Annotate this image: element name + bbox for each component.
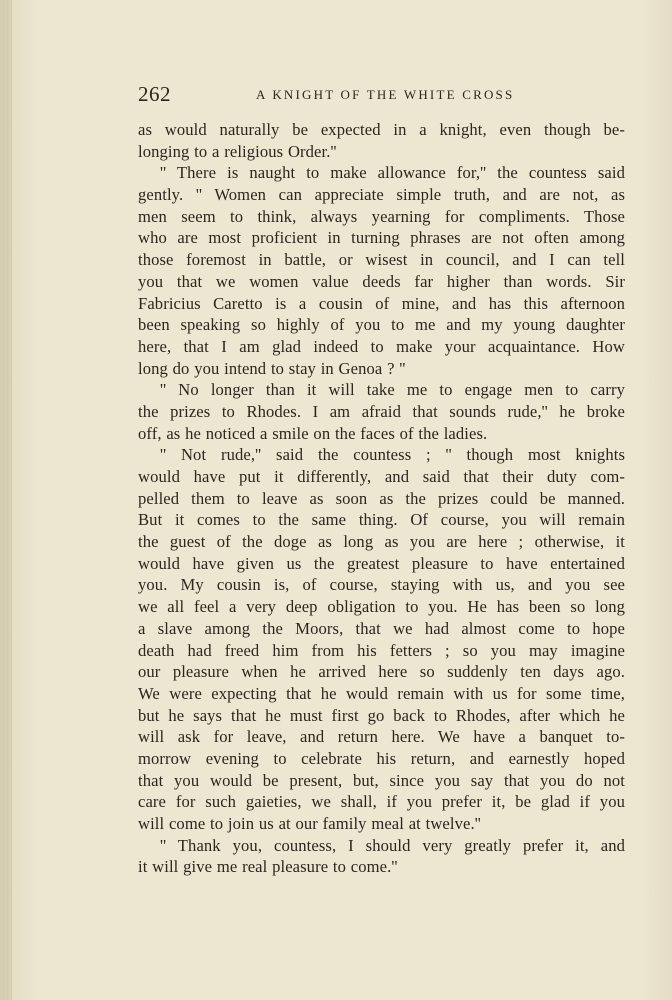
- text-line: death had freed him from his fetters ; so you may imagine: [138, 640, 625, 660]
- text-line: men seem to think, always yearning for compliments. Those: [138, 206, 625, 226]
- text-line: will ask for leave, and return here. We have a banquet to-: [138, 727, 625, 747]
- text-line: a slave among the Moors, that we had almost come to hope: [138, 618, 625, 638]
- text-line: our pleasure when he arrived here so suddenly ten days ago.: [138, 662, 625, 682]
- text-line: it will give me real pleasure to come.'': [138, 857, 398, 877]
- text-line: '' Thank you, countess, I should very greatly prefer it, and: [160, 835, 625, 855]
- text-line: We were expecting that he would remain with us for some time,: [138, 683, 625, 703]
- text-line: here, that I am glad indeed to make your acquaintance. How: [138, 336, 625, 356]
- text-line: as would naturally be expected in a knight, even though be-: [138, 120, 625, 139]
- text-line: longing to a religious Order.'': [138, 141, 337, 161]
- text-line: Fabricius Caretto is a cousin of mine, and has this afternoon: [138, 293, 625, 313]
- text-line: '' There is naught to make allowance for,'' the countess said: [160, 163, 625, 183]
- text-line: you that we women value deeds far higher than words. Sir: [138, 271, 625, 291]
- text-line: would have given us the greatest pleasure to have entertained: [138, 553, 625, 573]
- text-line: care for such gaieties, we shall, if you prefer it, be glad if you: [138, 792, 625, 812]
- running-title: A KNIGHT OF THE WHITE CROSS: [256, 87, 515, 102]
- text-line: gently. '' Women can appreciate simple truth, and are not, as: [138, 185, 625, 205]
- page-number: 262: [138, 82, 171, 106]
- text-line: But it comes to the same thing. Of course, you will remain: [138, 510, 625, 530]
- text-line: the prizes to Rhodes. I am afraid that sounds rude,'' he broke: [138, 401, 625, 421]
- page-header: [138, 82, 625, 106]
- text-line: who are most proficient in turning phrases are not often among: [138, 228, 625, 248]
- page-binding-edge: [0, 0, 12, 1000]
- text-line: we all feel a very deep obligation to you. He has been so long: [138, 597, 625, 617]
- text-line: '' No longer than it will take me to engage men to carry: [160, 380, 625, 400]
- text-line: those foremost in battle, or wisest in council, and I can tell: [138, 250, 625, 270]
- text-line: will come to join us at our family meal at twelve.'': [138, 814, 481, 833]
- text-line: '' Not rude,'' said the countess ; '' though most knights: [160, 445, 625, 465]
- text-line: would have put it differently, and said that their duty com-: [138, 467, 625, 486]
- text-line: morrow evening to celebrate his return, and earnestly hoped: [138, 748, 625, 768]
- text-line: but he says that he must first go back to Rhodes, after which he: [138, 705, 625, 725]
- text-line: that you would be present, but, since you say that you do not: [138, 770, 625, 790]
- text-line: pelled them to leave as soon as the prizes could be manned.: [138, 488, 625, 508]
- text-line: been speaking so highly of you to me and my young daughter: [138, 315, 625, 335]
- body-text: [138, 119, 625, 878]
- text-line: off, as he noticed a smile on the faces of the ladies.: [138, 423, 488, 443]
- text-line: long do you intend to stay in Genoa ? '': [138, 358, 406, 378]
- text-line: the guest of the doge as long as you are here ; otherwise, it: [138, 532, 625, 552]
- text-line: you. My cousin is, of course, staying with us, and you see: [138, 575, 625, 595]
